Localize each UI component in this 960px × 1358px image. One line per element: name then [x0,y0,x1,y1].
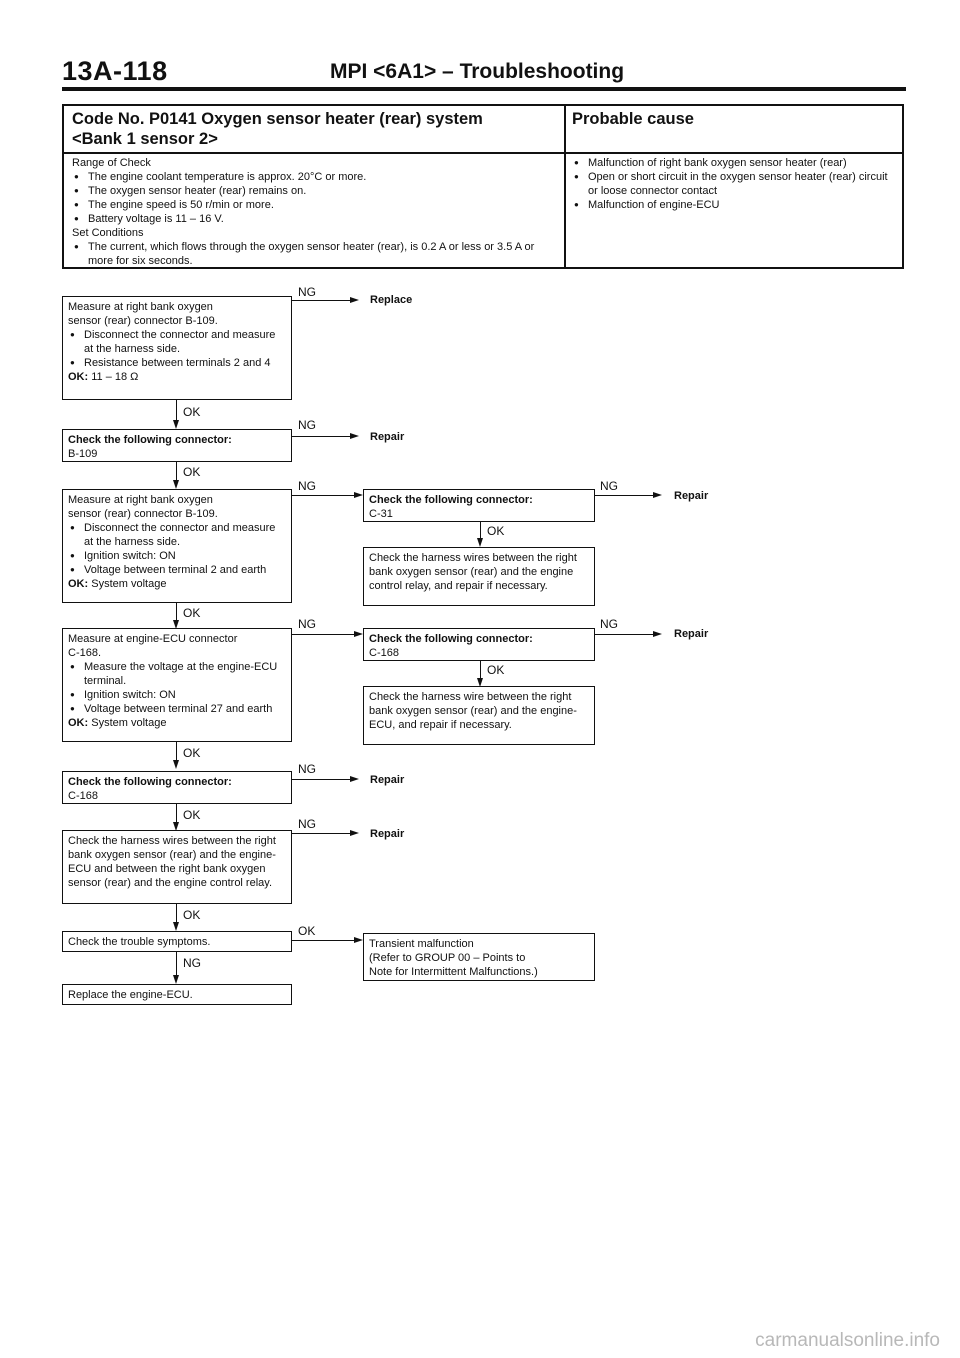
ok-label: OK [487,524,505,538]
ng-label: NG [298,762,316,776]
step-text: Measure at engine-ECU connector [68,633,238,645]
step-text: Measure at right bank oxygen [68,301,213,313]
arrow-right-icon [354,937,363,943]
connector-line [595,634,653,635]
step-item: ● Voltage between terminal 27 and earth [68,702,286,716]
cause-list [572,156,900,212]
table-divider [564,106,566,267]
arrow-down-icon [173,480,179,489]
connector-line [292,634,354,635]
connector-line [292,940,354,941]
table-divider [64,152,902,154]
arrow-right-icon [354,492,363,498]
step-item: ● Resistance between terminals 2 and 4 [68,356,286,370]
range-item: ● Battery voltage is 11 – 16 V. [72,212,556,226]
step-text: Replace the engine-ECU. [68,989,193,1001]
result-repair: Repair [674,490,709,502]
step-check-connector-c31 [363,489,595,522]
step-text: Check the following connector: [68,434,232,446]
arrow-down-icon [173,922,179,931]
step-text: Check the following connector: [68,776,232,788]
ng-label: NG [183,956,201,970]
ng-label: NG [298,285,316,299]
step-text: C-168 [369,647,399,659]
connector-line [480,522,481,538]
step-harness-check-full [62,830,292,904]
cause-item: ● Malfunction of engine-ECU [572,198,900,212]
ok-label: OK: [68,371,89,383]
connector-line [595,495,653,496]
ok-label: OK [298,924,316,938]
code-subtitle: <Bank 1 sensor 2> [72,130,218,148]
step-check-connector-b109 [62,429,292,462]
connector-line [292,833,350,834]
step-text: Check the following connector: [369,633,533,645]
step-text: sensor (rear) connector B-109. [68,315,218,327]
ng-label: NG [298,617,316,631]
step-text: Measure at right bank oxygen [68,494,213,506]
step-text: C-31 [369,508,393,520]
step-item: ● Ignition switch: ON [68,549,286,563]
set-heading: Set Conditions [72,227,144,239]
connector-line [176,952,177,975]
ng-label: NG [298,418,316,432]
ok-value: System voltage [91,578,167,590]
check-conditions [72,156,556,268]
step-harness-check-ecu [363,686,595,745]
ng-label: NG [600,617,618,631]
set-item: ● The current, which flows through the oxygen sensor heater (rear), is 0.2 A or less or 3.5 A or more for six seconds. [72,240,556,268]
step-text: Check the trouble symptoms. [68,936,211,948]
result-repair: Repair [370,828,405,840]
arrow-right-icon [350,297,359,303]
step-harness-check-relay [363,547,595,606]
step-text: C-168. [68,647,102,659]
result-replace: Replace [370,294,413,306]
ok-label: OK [183,808,201,822]
ok-label: OK [183,465,201,479]
ok-label: OK [183,746,201,760]
connector-line [480,661,481,678]
arrow-down-icon [173,420,179,429]
arrow-right-icon [350,830,359,836]
arrow-right-icon [653,631,662,637]
connector-line [292,300,350,301]
ng-label: NG [298,817,316,831]
connector-line [176,904,177,922]
arrow-down-icon [173,975,179,984]
cause-item: ● Open or short circuit in the oxygen sensor heater (rear) circuit or loose connector contact [572,170,900,198]
connector-line [176,804,177,822]
step-transient-malfunction [363,933,595,981]
step-text: Check the harness wires between the right bank oxygen sensor (rear) and the engine-ECU and between the right bank oxygen sensor (rear) and the engine control relay. [68,835,276,889]
result-repair: Repair [370,774,405,786]
code-table [62,104,904,269]
watermark: carmanualsonline.info [755,1330,940,1351]
step-text: Transient malfunction [369,938,474,950]
step-check-connector-c168-ecu [62,771,292,804]
connector-line [292,436,350,437]
connector-line [176,603,177,620]
arrow-right-icon [350,433,359,439]
connector-line [176,462,177,480]
ok-value: System voltage [91,717,167,729]
step-item: ● Ignition switch: ON [68,688,286,702]
step-text: (Refer to GROUP 00 – Points to [369,952,526,964]
ng-label: NG [298,479,316,493]
step-item: ● Measure the voltage at the engine-ECU terminal. [68,660,286,688]
connector-line [176,742,177,760]
arrow-down-icon [173,760,179,769]
step-check-connector-c168 [363,628,595,661]
step-measure-resistance [62,296,292,400]
ok-label: OK [183,908,201,922]
range-item: ● The engine coolant temperature is approx. 20°C or more. [72,170,556,184]
step-check-symptoms [62,931,292,952]
range-heading: Range of Check [72,157,151,169]
ok-value: 11 – 18 Ω [91,371,139,383]
arrow-right-icon [350,776,359,782]
connector-line [292,779,350,780]
connector-line [292,495,354,496]
result-repair: Repair [370,431,405,443]
step-text: C-168 [68,790,98,802]
ng-label: NG [600,479,618,493]
step-replace-ecu [62,984,292,1005]
step-item: ● Disconnect the connector and measure at the harness side. [68,328,286,356]
arrow-right-icon [354,631,363,637]
step-text: Note for Intermittent Malfunctions.) [369,966,538,978]
range-item: ● The oxygen sensor heater (rear) remains on. [72,184,556,198]
ok-label: OK [183,606,201,620]
header-rule [62,87,906,91]
step-item: ● Voltage between terminal 2 and earth [68,563,286,577]
range-item: ● The engine speed is 50 r/min or more. [72,198,556,212]
arrow-right-icon [653,492,662,498]
page-title: MPI <6A1> – Troubleshooting [330,60,625,83]
code-title: Code No. P0141 Oxygen sensor heater (rear) system [72,110,483,128]
step-item: ● Disconnect the connector and measure at the harness side. [68,521,286,549]
ok-label: OK: [68,578,89,590]
step-text: Check the harness wires between the right bank oxygen sensor (rear) and the engine control relay, and repair if necessary. [369,552,577,592]
ok-label: OK [183,405,201,419]
step-text: sensor (rear) connector B-109. [68,508,218,520]
cause-item: ● Malfunction of right bank oxygen sensor heater (rear) [572,156,900,170]
step-measure-voltage-b109 [62,489,292,603]
step-measure-ecu-c168 [62,628,292,742]
step-text: B-109 [68,448,98,460]
ok-label: OK [487,663,505,677]
connector-line [176,400,177,420]
step-text: Check the harness wire between the right bank oxygen sensor (rear) and the engine-ECU, and repair if necessary. [369,691,577,731]
page-number: 13A-118 [62,56,168,86]
ok-label: OK: [68,717,89,729]
step-text: Check the following connector: [369,494,533,506]
arrow-down-icon [477,538,483,547]
probable-cause-header: Probable cause [572,110,694,128]
result-repair: Repair [674,628,709,640]
